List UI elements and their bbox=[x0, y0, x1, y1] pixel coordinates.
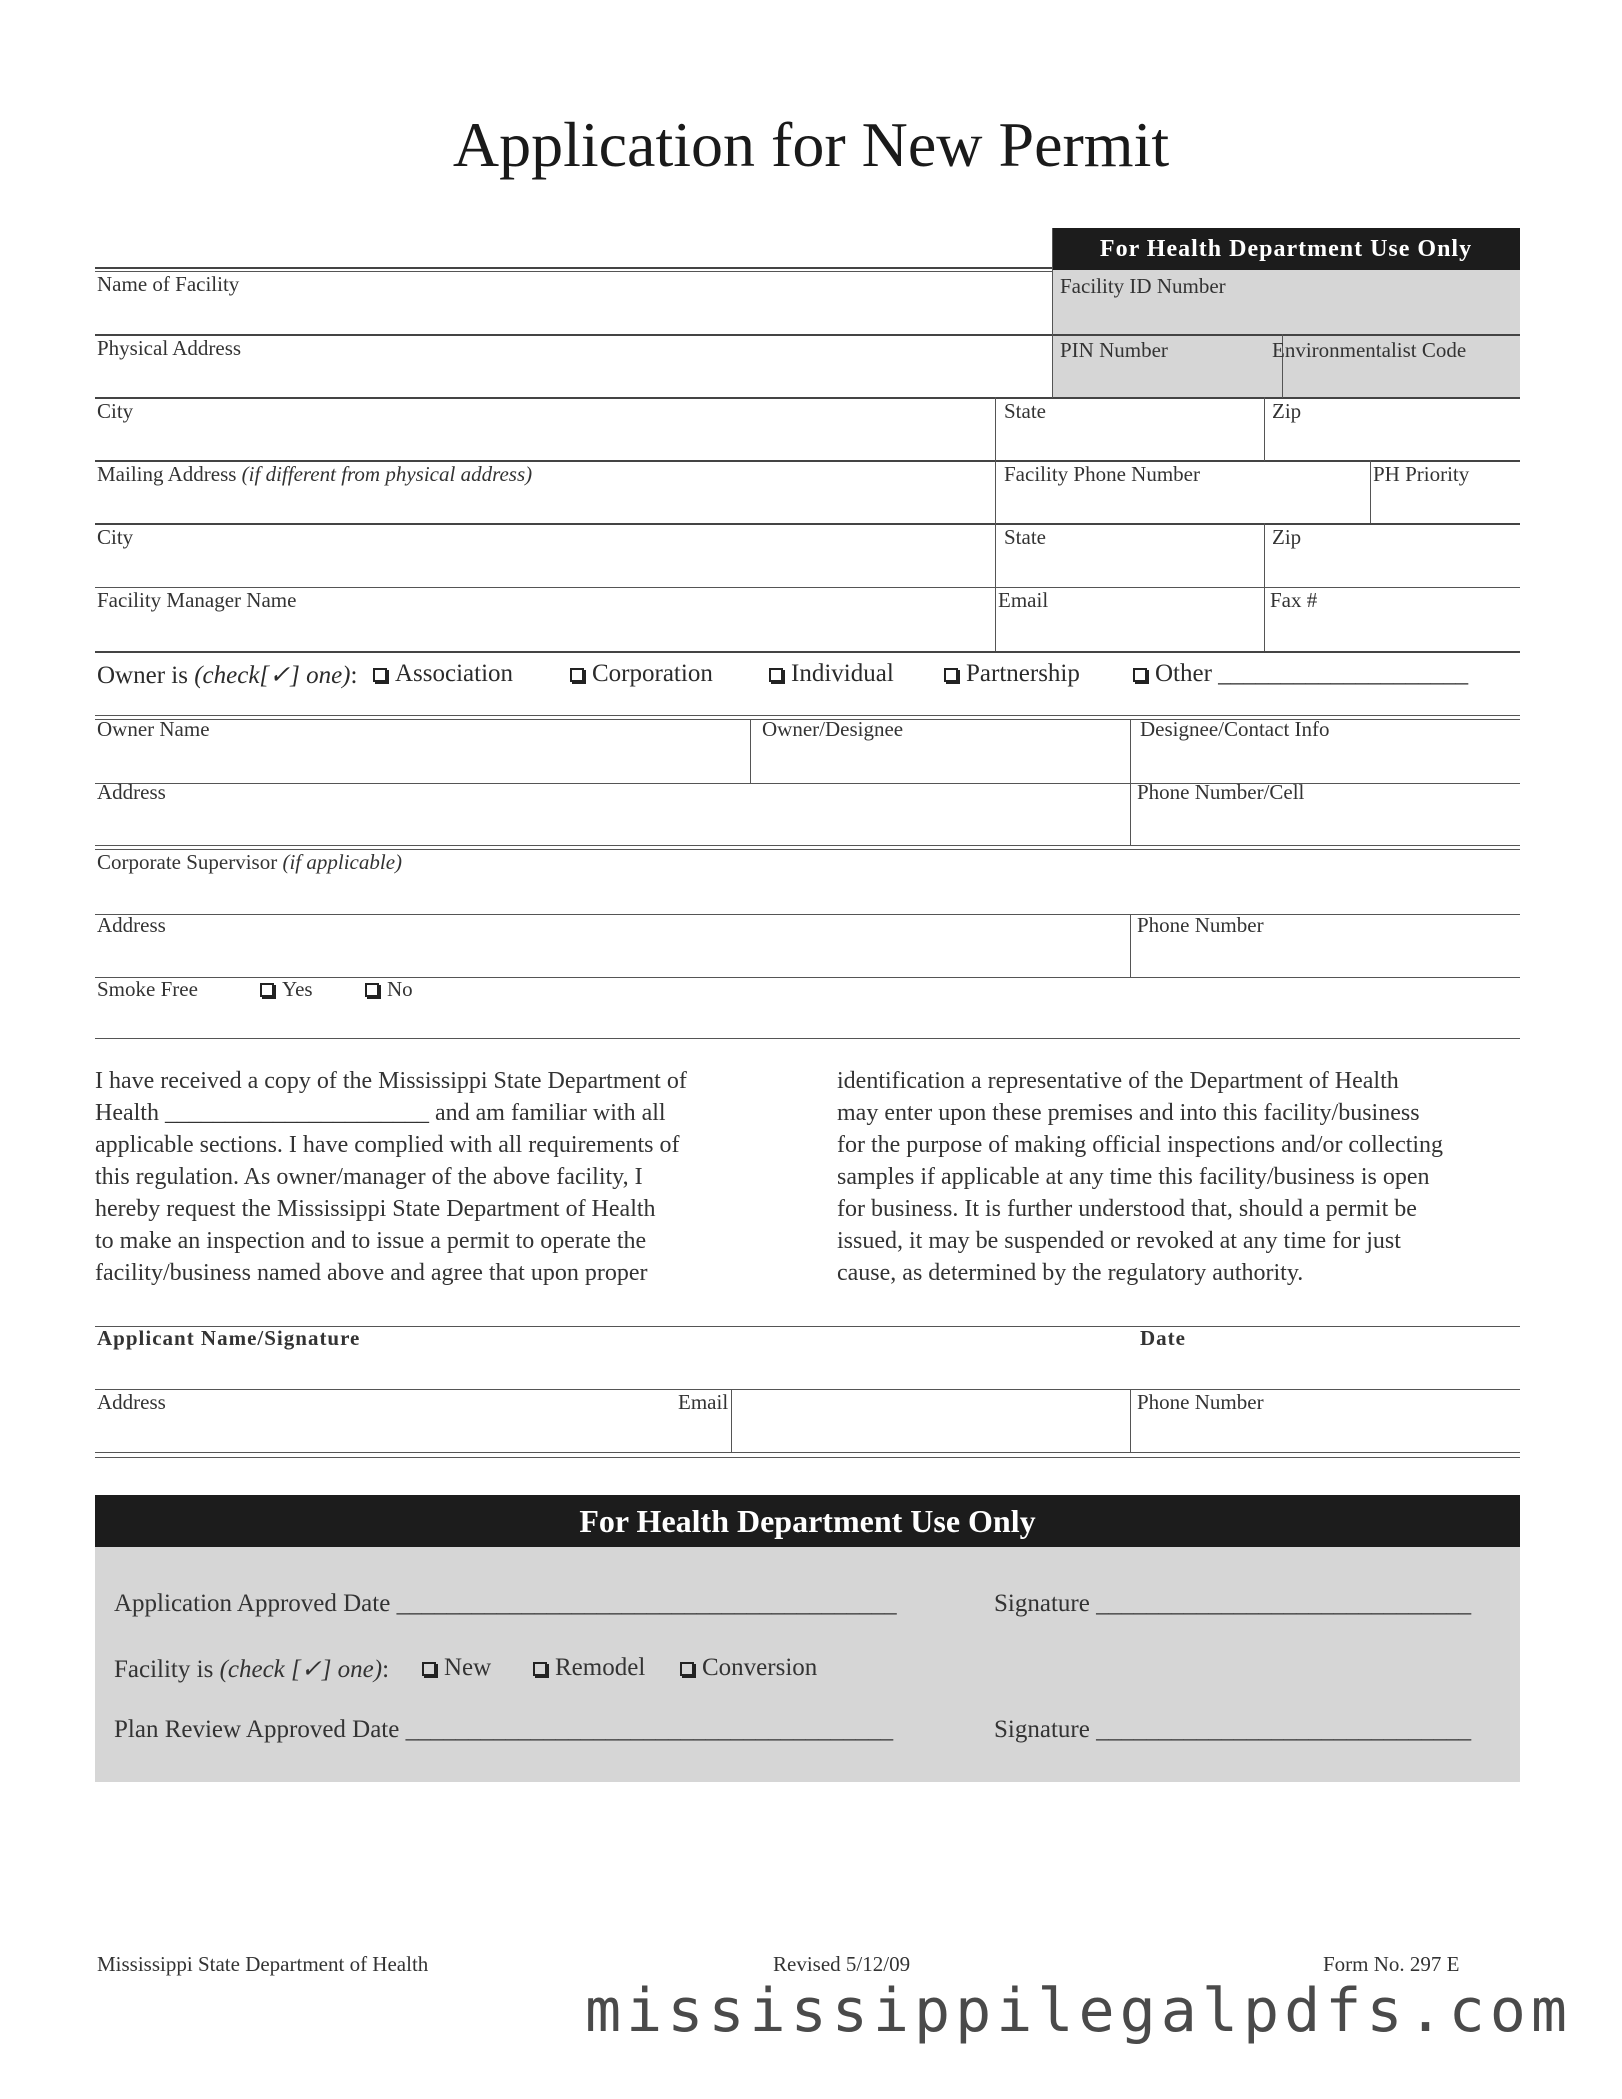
watermark: mississippilegalpdfs.com bbox=[585, 1976, 1572, 2046]
city-label: City bbox=[97, 399, 134, 423]
facility-option-remodel[interactable]: Remodel bbox=[533, 1654, 645, 1682]
state-label: State bbox=[1004, 399, 1046, 423]
facility-phone-number-label: Facility Phone Number bbox=[1004, 462, 1200, 486]
statement-left: I have received a copy of the Mississippi State Department of Health ______________________ and am familiar with all applicable sections. I have complied with all requirements of this regulation. As owner/manager of the above facility, I hereby request the Mississippi State Department of Health to make an inspection and to issue a permit to operate the facility/business named above and agree that upon proper bbox=[95, 1068, 687, 1286]
owner-designee-label: Owner/Designee bbox=[762, 717, 904, 741]
zip-label-2: Zip bbox=[1272, 525, 1302, 549]
application-approved-date-row: Application Approved Date ________________________________________ bbox=[114, 1590, 897, 1617]
state-label-2: State bbox=[1004, 525, 1046, 549]
checkbox-icon bbox=[422, 1662, 436, 1676]
facility-option-conversion[interactable]: Conversion bbox=[680, 1654, 817, 1682]
facility-option-new[interactable]: New bbox=[422, 1654, 491, 1682]
footer-form-no: Form No. 297 E bbox=[1323, 1952, 1460, 1976]
footer-revised: Revised 5/12/09 bbox=[773, 1952, 911, 1976]
applicant-address-label: Address bbox=[97, 1390, 166, 1414]
mailing-address-label: Mailing Address (if different from physical address) bbox=[97, 462, 533, 486]
pin-number-label: PIN Number bbox=[1060, 338, 1168, 362]
owner-option-individual[interactable]: Individual bbox=[769, 660, 894, 688]
owner-option-association[interactable]: Association bbox=[373, 660, 513, 688]
owner-address-label: Address bbox=[97, 780, 166, 804]
phone-cell-label: Phone Number/Cell bbox=[1137, 780, 1305, 804]
smoke-free-label: Smoke Free bbox=[97, 977, 198, 1001]
facility-manager-name-label: Facility Manager Name bbox=[97, 588, 297, 612]
owner-option-other[interactable]: Other ____________________ bbox=[1133, 660, 1468, 688]
signature-row-1: Signature ______________________________ bbox=[994, 1590, 1472, 1617]
applicant-phone-label: Phone Number bbox=[1137, 1390, 1264, 1414]
designee-contact-label: Designee/Contact Info bbox=[1140, 717, 1330, 741]
checkbox-icon bbox=[365, 983, 379, 997]
hd-section-header: For Health Department Use Only bbox=[95, 1495, 1520, 1547]
statement-right: identification a representative of the Department of Health may enter upon these premises and into this facility/business for the purpose of making official inspections and/or collecting samples if applicable at any time this facility/business is open for business. It is further understood that, should a permit be issued, it may be suspended or revoked at any time for just cause, as determined by the regulatory authority. bbox=[837, 1068, 1444, 1286]
supervisor-phone-label: Phone Number bbox=[1137, 913, 1264, 937]
applicant-name-signature-label: Applicant Name/Signature bbox=[97, 1326, 361, 1350]
ph-priority-label: PH Priority bbox=[1373, 462, 1470, 486]
email-label: Email bbox=[998, 588, 1049, 612]
facility-id-number-label: Facility ID Number bbox=[1060, 274, 1226, 298]
owner-type-row bbox=[97, 660, 1517, 694]
physical-address-label: Physical Address bbox=[97, 336, 242, 360]
checkbox-icon bbox=[373, 668, 387, 682]
facility-is-label: Facility is (check [✓] one): bbox=[114, 1656, 390, 1683]
checkbox-icon bbox=[570, 668, 584, 682]
plan-review-approved-date-row: Plan Review Approved Date _______________________________________ bbox=[114, 1716, 894, 1743]
checkbox-icon bbox=[1133, 668, 1147, 682]
checkbox-icon bbox=[944, 668, 958, 682]
checkbox-icon bbox=[533, 1662, 547, 1676]
owner-option-partnership[interactable]: Partnership bbox=[944, 660, 1080, 688]
owner-name-label: Owner Name bbox=[97, 717, 210, 741]
checkbox-icon bbox=[260, 983, 274, 997]
environmentalist-code-label: Environmentalist Code bbox=[1272, 338, 1467, 362]
city-label-2: City bbox=[97, 525, 134, 549]
corporate-supervisor-label: Corporate Supervisor (if applicable) bbox=[97, 850, 403, 874]
owner-option-corporation[interactable]: Corporation bbox=[570, 660, 713, 688]
supervisor-address-label: Address bbox=[97, 913, 166, 937]
applicant-email-label: Email bbox=[678, 1390, 729, 1414]
signature-row-2: Signature ______________________________ bbox=[994, 1716, 1472, 1743]
name-of-facility-label: Name of Facility bbox=[97, 272, 240, 296]
fax-label: Fax # bbox=[1270, 588, 1318, 612]
smoke-free-yes[interactable]: Yes bbox=[260, 977, 313, 1002]
owner-type-label: Owner is (check[✓] one): bbox=[97, 662, 358, 689]
checkbox-icon bbox=[680, 1662, 694, 1676]
footer-org: Mississippi State Department of Health bbox=[97, 1952, 429, 1976]
zip-label: Zip bbox=[1272, 399, 1302, 423]
page-title: Application for New Permit bbox=[452, 109, 1170, 180]
hd-use-only-header: For Health Department Use Only bbox=[1052, 228, 1520, 270]
smoke-free-no[interactable]: No bbox=[365, 977, 413, 1002]
applicant-date-label: Date bbox=[1140, 1326, 1186, 1350]
checkbox-icon bbox=[769, 668, 783, 682]
